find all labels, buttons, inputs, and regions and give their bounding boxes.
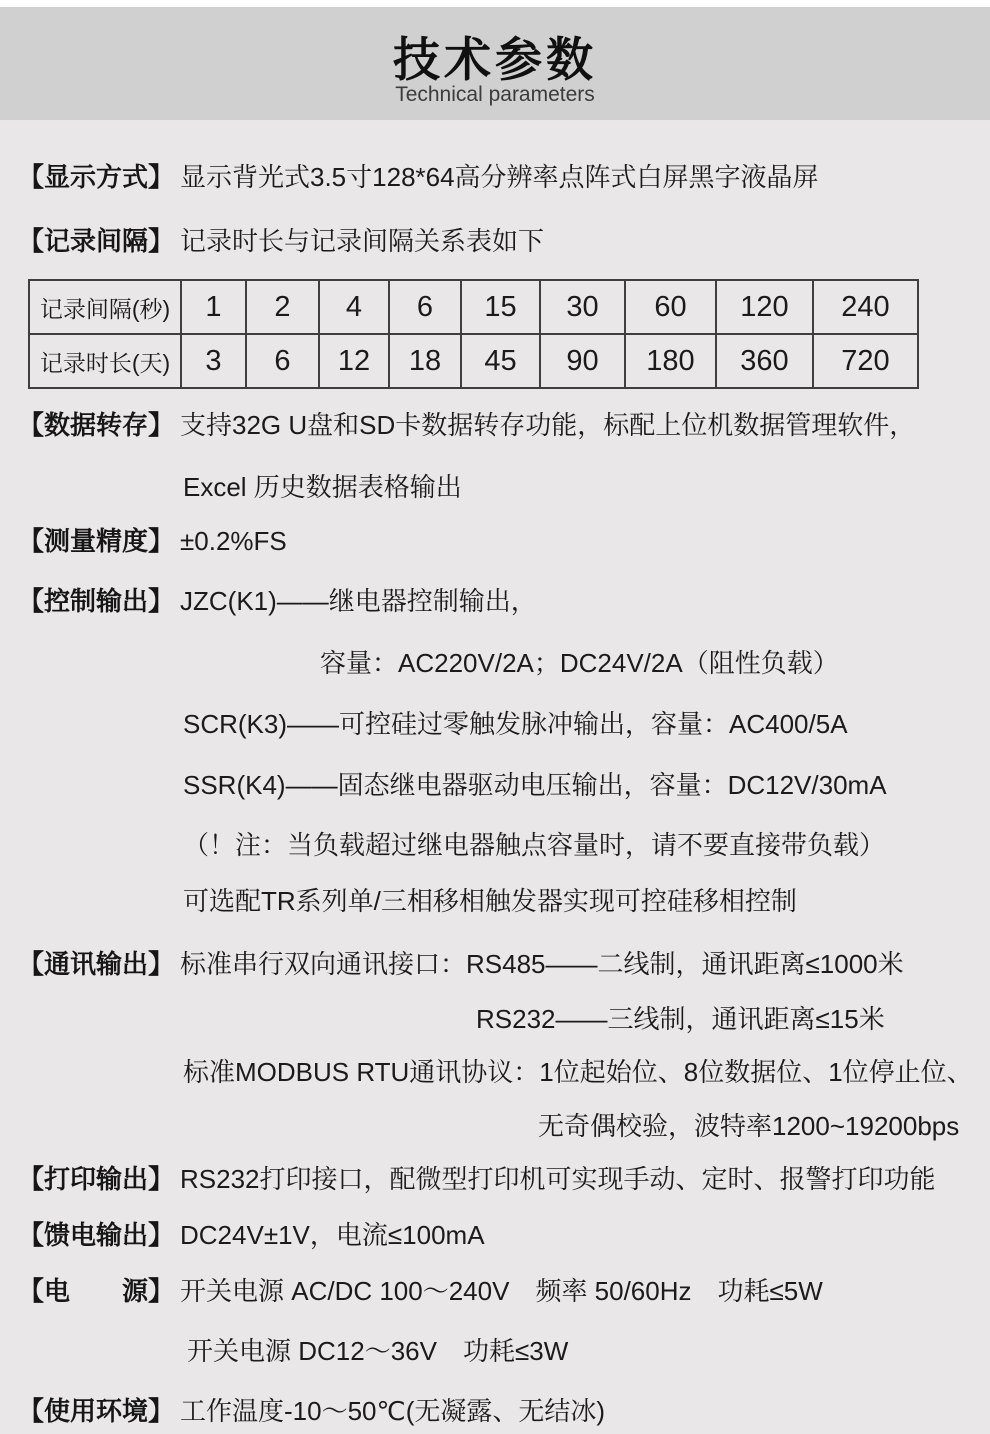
table-cell: 15 (461, 280, 540, 334)
comm-output-line3: 标准MODBUS RTU通讯协议：1位起始位、8位数据位、1位停止位、 (183, 1057, 973, 1087)
environment-value: 工作温度-10～50℃(无凝露、无结冰) (180, 1396, 606, 1426)
table-cell: 240 (813, 280, 918, 334)
table-row-interval (29, 280, 918, 334)
spec-row-record-interval (18, 224, 544, 258)
control-output-note: （！注：当负载超过继电器触点容量时，请不要直接带负载） (183, 830, 886, 860)
table-cell: 45 (461, 334, 540, 388)
control-output-line2: 容量：AC220V/2A；DC24V/2A（阻性负载） (320, 648, 839, 678)
table-cell: 2 (246, 280, 319, 334)
record-interval-label: 【记录间隔】 (18, 226, 175, 256)
page-title: 技术参数 (393, 33, 597, 86)
accuracy-label: 【测量精度】 (18, 526, 175, 556)
top-white-strip (0, 0, 990, 7)
spec-row-comm-output (18, 947, 904, 981)
table-cell: 360 (716, 334, 813, 388)
data-transfer-line2: Excel 历史数据表格输出 (183, 472, 462, 502)
display-value: 显示背光式3.5寸128*64高分辨率点阵式白屏黑字液晶屏 (180, 162, 819, 192)
table-cell: 720 (813, 334, 918, 388)
feed-output-value: DC24V±1V，电流≤100mA (180, 1220, 485, 1250)
table-cell: 18 (389, 334, 461, 388)
control-output-line1: JZC(K1)——继电器控制输出， (180, 586, 537, 616)
table-row-duration-label: 记录时长(天) (29, 334, 181, 388)
environment-label: 【使用环境】 (18, 1396, 175, 1426)
comm-output-line2: RS232——三线制，通讯距离≤15米 (476, 1004, 885, 1034)
control-output-line4: SSR(K4)——固态继电器驱动电压输出，容量：DC12V/30mA (183, 770, 887, 800)
control-output-label: 【控制输出】 (18, 586, 175, 616)
accuracy-value: ±0.2%FS (180, 526, 287, 556)
record-interval-value: 记录时长与记录间隔关系表如下 (180, 226, 545, 256)
table-cell: 4 (319, 280, 389, 334)
spec-row-feed-output (18, 1218, 485, 1252)
display-label: 【显示方式】 (18, 162, 175, 192)
table-cell: 6 (246, 334, 319, 388)
page-subtitle: Technical parameters (395, 83, 595, 106)
spec-row-environment (18, 1394, 605, 1428)
spec-row-data-transfer (18, 408, 915, 442)
power-line1: 开关电源 AC/DC 100～240V 频率 50/60Hz 功耗≤5W (180, 1276, 823, 1306)
spec-row-accuracy (18, 524, 287, 558)
data-transfer-line1: 支持32G U盘和SD卡数据转存功能，标配上位机数据管理软件， (180, 410, 916, 440)
table-cell: 60 (625, 280, 716, 334)
feed-output-label: 【馈电输出】 (18, 1220, 175, 1250)
spec-row-print-output (18, 1162, 936, 1196)
print-output-label: 【打印输出】 (18, 1164, 175, 1194)
table-row-interval-label: 记录间隔(秒) (29, 280, 181, 334)
control-output-line3: SCR(K3)——可控硅过零触发脉冲输出，容量：AC400/5A (183, 709, 848, 739)
data-transfer-label: 【数据转存】 (18, 410, 175, 440)
comm-output-label: 【通讯输出】 (18, 949, 175, 979)
table-cell: 1 (181, 280, 246, 334)
table-cell: 12 (319, 334, 389, 388)
print-output-value: RS232打印接口，配微型打印机可实现手动、定时、报警打印功能 (180, 1164, 936, 1194)
table-cell: 6 (389, 280, 461, 334)
header-band (0, 7, 990, 120)
table-cell: 90 (540, 334, 625, 388)
spec-row-control-output (18, 584, 537, 618)
table-cell: 30 (540, 280, 625, 334)
control-output-line6: 可选配TR系列单/三相移相触发器实现可控硅移相控制 (183, 886, 797, 916)
comm-output-line1: 标准串行双向通讯接口：RS485——二线制，通讯距离≤1000米 (180, 949, 904, 979)
interval-duration-table (28, 279, 919, 389)
table-cell: 3 (181, 334, 246, 388)
table-cell: 120 (716, 280, 813, 334)
table-row-duration (29, 334, 918, 388)
spec-row-power (18, 1274, 823, 1308)
power-line2: 开关电源 DC12～36V 功耗≤3W (187, 1336, 569, 1366)
spec-row-display (18, 160, 819, 194)
power-label: 【电 源】 (18, 1276, 175, 1306)
comm-output-line4: 无奇偶校验，波特率1200~19200bps (538, 1111, 960, 1141)
table-cell: 180 (625, 334, 716, 388)
